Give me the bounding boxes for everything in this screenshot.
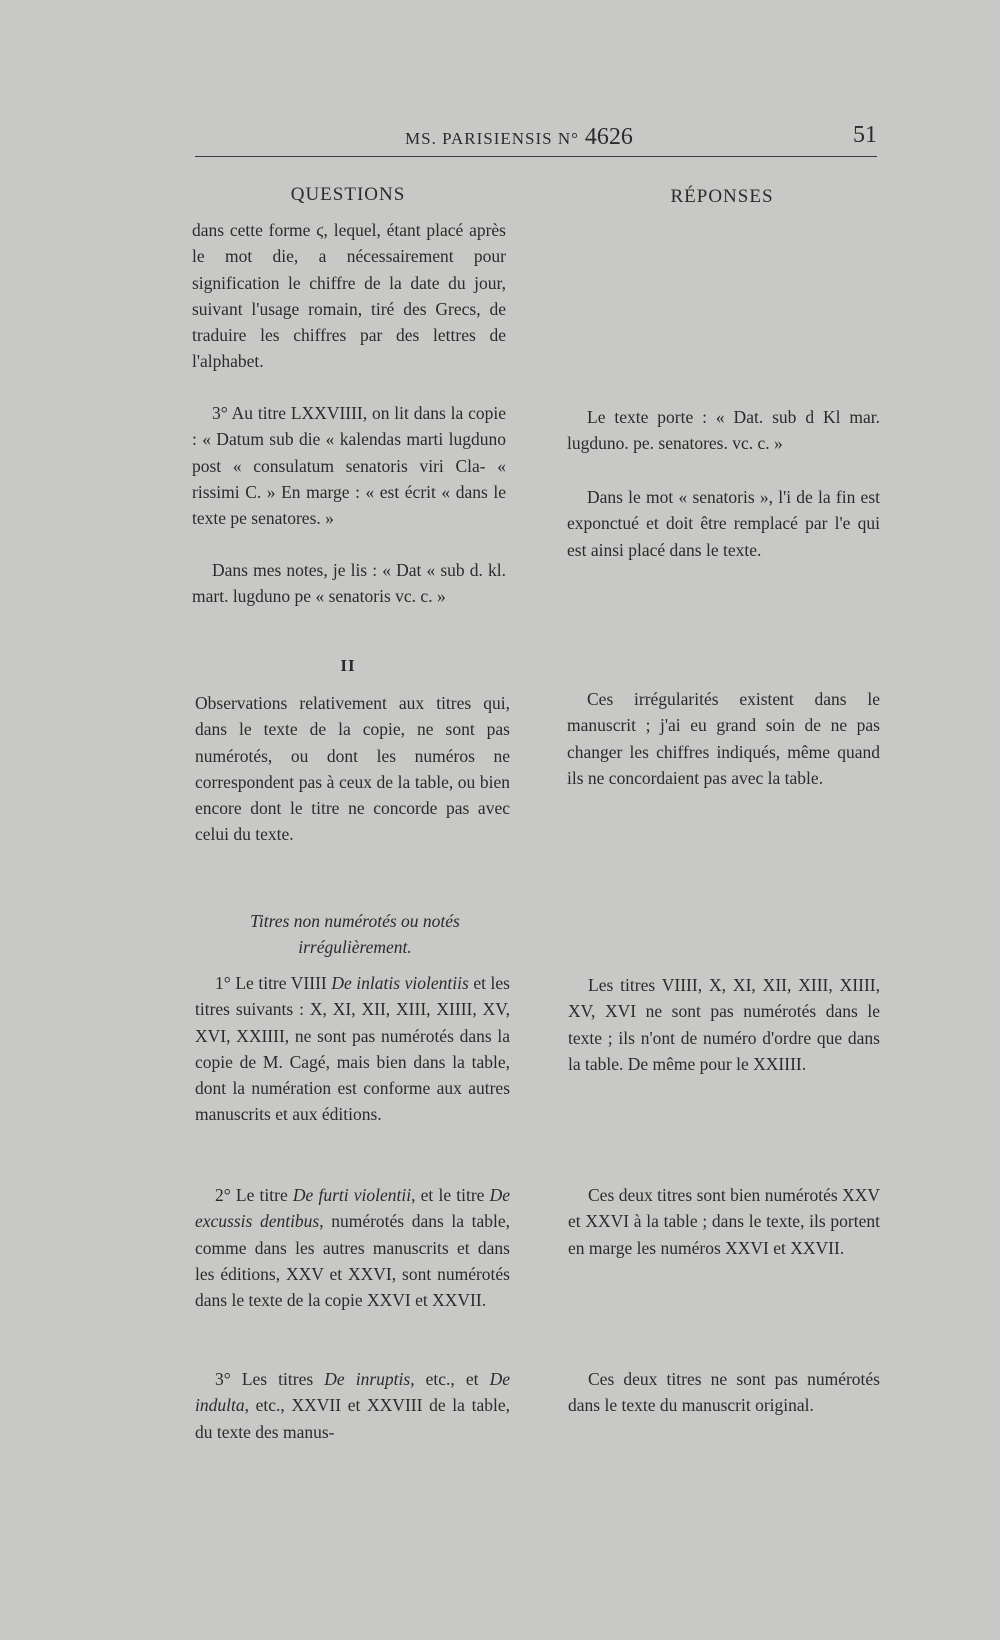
- right-paragraph-2: Dans le mot « senatoris », l'i de la fin est exponctué et doit être remplacé par l'e qui est ainsi placé dans le texte.: [567, 487, 880, 560]
- right-paragraph-3: Ces irrégularités existent dans le manuscrit ; j'ai eu grand soin de ne pas changer les chiffres indiqués, même quand ils ne concordaient pas avec la table.: [567, 689, 880, 788]
- right-paragraph-6: Ces deux titres ne sont pas numérotés dans le texte du manuscrit original.: [568, 1369, 880, 1416]
- right-paragraph-5: Ces deux titres sont bien numérotés XXV et XXVI à la table ; dans le texte, ils portent en marge les numéros XXVI et XXVII.: [568, 1185, 880, 1258]
- title-de-inlatis: De inlatis violentiis: [331, 973, 469, 993]
- right-paragraph-1: Le texte porte : « Dat. sub d Kl mar. lugduno. pe. senatores. vc. c. »: [567, 407, 880, 454]
- left-paragraph-item-1: 1° Le titre VIIII De inlatis violentiis et les titres suivants : X, XI, XII, XIII, XIIII, XV, XVI, XXIIII, ne sont pas numérotés dans la copie de M. Cagé, mais bien dans la table, dont la numération est conforme aux autres manuscrits et aux éditions.: [195, 973, 510, 1125]
- title-de-furti: De furti violentii: [292, 1185, 412, 1205]
- title-de-excussis: De excussis dentibus: [195, 1185, 510, 1232]
- left-paragraph-2: 3° Au titre LXXVIIII, on lit dans la copie : « Datum sub die « kalendas marti lugduno post « consulatum senatoris viri Cla- « rissimi C. » En marge : « est écrit « dans le texte pe senatores. »: [192, 403, 506, 529]
- manuscript-number: 4626: [584, 124, 633, 150]
- subheading-titres: Titres non numérotés ou notés irrégulièrement.: [250, 911, 460, 958]
- reponses-heading: RÉPONSES: [670, 186, 774, 207]
- left-paragraph-3: Dans mes notes, je lis : « Dat « sub d. kl. mart. lugduno pe « senatoris vc. c. »: [192, 560, 506, 607]
- left-paragraph-item-3: 3° Les titres De inruptis, etc., et De indulta, etc., XXVII et XXVIII de la table, du texte des manus-: [195, 1369, 510, 1442]
- section-number-ii: II: [340, 656, 356, 675]
- running-title: MS. PARISIENSIS N° 4626: [405, 124, 633, 150]
- questions-heading: QUESTIONS: [290, 184, 406, 205]
- left-paragraph-item-2: 2° Le titre De furti violentii, et le titre De excussis dentibus, numérotés dans la table, comme dans les autres manuscrits et dans les éditions, XXV et XXVI, sont numérotés dans le texte de la copie XXVI et XXVII.: [195, 1185, 510, 1311]
- header-rule: [195, 156, 877, 157]
- running-header: [195, 118, 877, 152]
- title-de-indulta: De indulta: [195, 1369, 510, 1416]
- title-de-inruptis: De inruptis: [324, 1369, 411, 1389]
- page-number: 51: [853, 122, 877, 148]
- right-paragraph-4: Les titres VIIII, X, XI, XII, XIII, XIIII, XV, XVI ne sont pas numérotés dans le texte ; ils n'ont de numéro d'ordre que dans la table. De même pour le XXIIII.: [568, 975, 880, 1074]
- left-paragraph-1: dans cette forme ϛ, lequel, étant placé après le mot die, a nécessairement pour signification le chiffre de la date du jour, suivant l'usage romain, tiré des Grecs, de traduire les chiffres par des lettres de l'alphabet.: [192, 220, 506, 372]
- left-paragraph-observations: Observations relativement aux titres qui, dans le texte de la copie, ne sont pas numérotés, ou dont les numéros ne correspondent pas à ceux de la table, ou bien encore dont le titre ne concorde pas avec celui du texte.: [195, 693, 510, 845]
